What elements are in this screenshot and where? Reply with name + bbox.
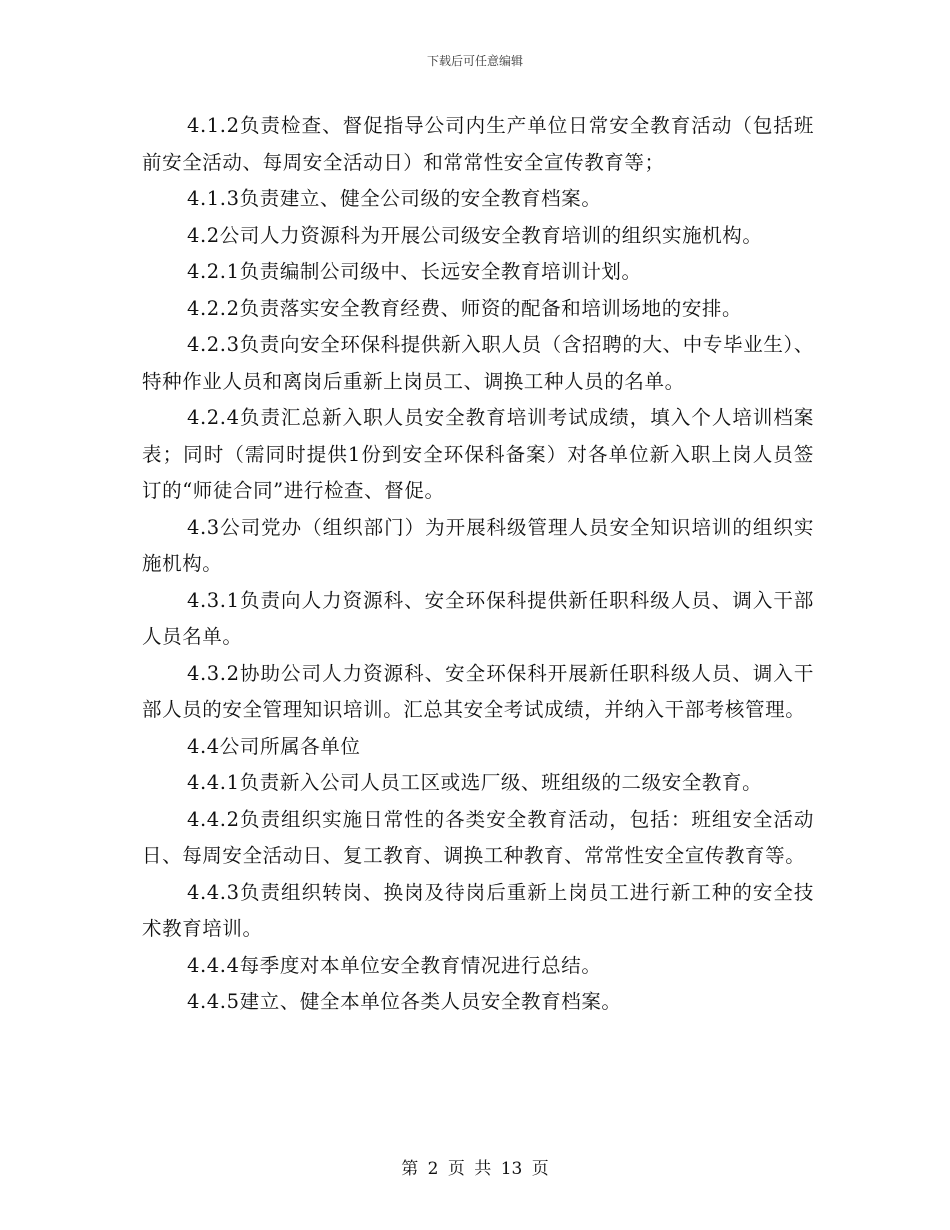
paragraph-4-2-4: 4.2.4负责汇总新入职人员安全教育培训考试成绩，填入个人培训档案表；同时（需同时提供1份到安全环保科备案）对各单位新入职上岗人员签订的“师徒合同”进行检查、督促。	[142, 406, 814, 502]
paragraph-4-1-3: 4.1.3负责建立、健全公司级的安全教育档案。	[187, 187, 602, 210]
paragraph-4-1-2: 4.1.2负责检查、督促指导公司内生产单位日常安全教育活动（包括班前安全活动、每周安全活动日）和常常性安全宣传教育等；	[142, 114, 814, 174]
paragraph-4-3-2: 4.3.2协助公司人力资源科、安全环保科开展新任职科级人员、调入干部人员的安全管理知识培训。汇总其安全考试成绩，并纳入干部考核管理。	[142, 661, 814, 721]
paragraph-4-3-1: 4.3.1负责向人力资源科、安全环保科提供新任职科级人员、调入干部人员名单。	[142, 588, 814, 648]
page-number-footer: 第 2 页 共 13 页	[401, 1159, 549, 1179]
paragraph-4-4-2: 4.4.2负责组织实施日常性的各类安全教育活动，包括：班组安全活动日、每周安全活动日、复工教育、调换工种教育、常常性安全宣传教育等。	[142, 807, 814, 867]
paragraph-4-4-3: 4.4.3负责组织转岗、换岗及待岗后重新上岗员工进行新工种的安全技术教育培训。	[142, 880, 814, 940]
paragraph-4-4: 4.4公司所属各单位	[187, 734, 361, 758]
page-header: 下载后可任意编辑	[426, 54, 523, 68]
paragraph-4-2-2: 4.2.2负责落实安全教育经费、师资的配备和培训场地的安排。	[187, 296, 743, 320]
paragraph-4-2-1: 4.2.1负责编制公司级中、长远安全教育培训计划。	[187, 260, 642, 283]
paragraph-4-3: 4.3公司党办（组织部门）为开展科级管理人员安全知识培训的组织实施机构。	[142, 515, 814, 575]
document-body	[142, 108, 814, 1021]
paragraph-4-4-5: 4.4.5建立、健全本单位各类人员安全教育档案。	[187, 990, 622, 1013]
paragraph-4-2: 4.2公司人力资源科为开展公司级安全教育培训的组织实施机构。	[187, 223, 763, 247]
paragraph-4-4-4: 4.4.4每季度对本单位安全教育情况进行总结。	[187, 953, 602, 977]
paragraph-4-4-1: 4.4.1负责新入公司人员工区或选厂级、班组级的二级安全教育。	[187, 771, 763, 794]
paragraph-4-2-3: 4.2.3负责向安全环保科提供新入职人员（含招聘的大、中专毕业生）、特种作业人员和离岗后重新上岗员工、调换工种人员的名单。	[142, 333, 814, 393]
